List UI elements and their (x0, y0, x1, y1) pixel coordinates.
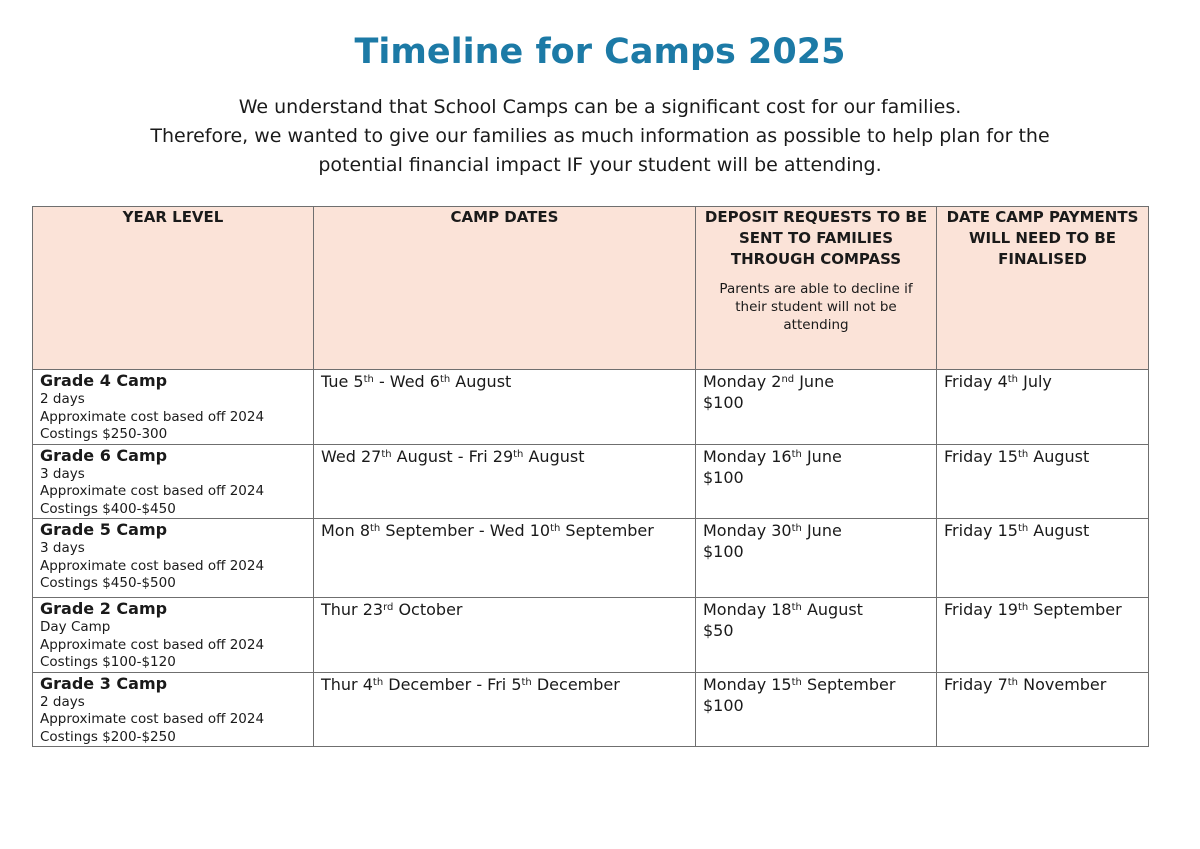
final-payment-date: Friday 15th August (944, 521, 1090, 540)
intro-paragraph (0, 93, 1200, 180)
ordinal-suffix: th (1017, 448, 1029, 460)
camp-approx-note: Approximate cost based off 2024 (40, 483, 265, 499)
ordinal-suffix: th (513, 448, 524, 460)
camp-name: Grade 4 Camp (40, 371, 168, 390)
camp-duration: 3 days (40, 540, 85, 556)
intro-line: We understand that School Camps can be a significant cost for our families. (238, 96, 962, 118)
camp-name: Grade 6 Camp (40, 445, 168, 465)
deposit-date: Monday 15th September (703, 674, 896, 694)
ordinal-suffix: th (1007, 374, 1019, 385)
ordinal-suffix: th (521, 676, 532, 688)
deposit-amount: $100 (703, 393, 744, 412)
camp-duration: 2 days (40, 391, 85, 407)
camp-approx-note: Approximate cost based off 2024 (40, 408, 265, 425)
camp-approx-note: Approximate cost based off 2024 (40, 557, 265, 574)
ordinal-suffix: th (439, 374, 451, 385)
camp-approx-note: Approximate cost based off 2024 (40, 636, 265, 653)
cell-year-level (33, 672, 314, 747)
camp-date-text: Mon 8th September - Wed 10th September (321, 521, 654, 540)
camp-name: Grade 2 Camp (40, 599, 168, 618)
table-row (33, 370, 1149, 445)
final-payment-date: Friday 15th August (944, 446, 1090, 466)
cell-final-payment (937, 598, 1149, 673)
ordinal-suffix: th (372, 676, 384, 688)
ordinal-suffix: th (791, 676, 802, 688)
cell-camp-dates (314, 444, 696, 519)
header-deposit-title: DEPOSIT REQUESTS TO BE SENT TO FAMILIES THROUGH COMPASS (704, 208, 928, 268)
table-row (33, 444, 1149, 519)
final-payment-date: Friday 19th September (944, 600, 1122, 619)
final-payment-date: Friday 7th November (944, 674, 1107, 694)
cell-final-payment (937, 519, 1149, 598)
camp-approx-note: Approximate cost based off 2024 (40, 711, 265, 727)
ordinal-suffix: th (370, 523, 381, 534)
cell-year-level (33, 444, 314, 519)
cell-year-level (33, 519, 314, 598)
ordinal-suffix: th (791, 523, 802, 534)
cell-final-payment (937, 444, 1149, 519)
deposit-amount: $100 (703, 542, 744, 561)
deposit-date: Monday 30th June (703, 521, 842, 540)
camp-duration: 2 days (40, 693, 85, 710)
ordinal-suffix: th (550, 523, 561, 534)
cell-camp-dates (314, 672, 696, 747)
deposit-amount: $100 (703, 695, 744, 715)
camp-costing: Costings $100-$120 (40, 654, 176, 670)
camp-costing: Costings $450-$500 (40, 575, 176, 591)
ordinal-suffix: th (791, 602, 802, 613)
header-payments-finalised: DATE CAMP PAYMENTS WILL NEED TO BE FINALISED (937, 207, 1149, 370)
camp-date-text: Wed 27th August - Fri 29th August (321, 446, 585, 466)
cell-camp-dates (314, 370, 696, 445)
header-deposit-note: Parents are able to decline if their student will not be attending (719, 281, 913, 333)
page-title: Timeline for Camps 2025 (354, 32, 846, 72)
cell-deposit (696, 370, 937, 445)
intro-line: Therefore, we wanted to give our families as much information as possible to help plan for the (150, 125, 1050, 147)
camps-timeline-table (32, 206, 1149, 747)
ordinal-suffix: th (1007, 676, 1019, 688)
cell-deposit (696, 598, 937, 673)
header-year-level: YEAR LEVEL (33, 207, 314, 370)
ordinal-suffix: th (1017, 523, 1029, 534)
cell-deposit (696, 672, 937, 747)
cell-final-payment (937, 672, 1149, 747)
cell-camp-dates (314, 598, 696, 673)
camp-date-text: Tue 5th - Wed 6th August (321, 372, 512, 391)
final-payment-date: Friday 4th July (944, 372, 1052, 391)
cell-final-payment (937, 370, 1149, 445)
deposit-date: Monday 2nd June (703, 372, 835, 391)
table-row (33, 672, 1149, 747)
table-row (33, 519, 1149, 598)
ordinal-suffix: th (1017, 602, 1029, 613)
ordinal-suffix: nd (781, 374, 795, 385)
ordinal-suffix: th (381, 448, 392, 460)
header-deposit-requests (696, 207, 937, 370)
cell-deposit (696, 444, 937, 519)
camp-date-text: Thur 4th December - Fri 5th December (321, 674, 620, 694)
deposit-amount: $100 (703, 467, 744, 487)
table-header-row (33, 207, 1149, 370)
header-camp-dates: CAMP DATES (314, 207, 696, 370)
deposit-amount: $50 (703, 621, 734, 640)
camp-costing: Costings $200-$250 (40, 728, 176, 745)
camp-name: Grade 5 Camp (40, 520, 168, 539)
camp-name: Grade 3 Camp (40, 673, 168, 693)
table-row (33, 598, 1149, 673)
deposit-date: Monday 16th June (703, 446, 842, 466)
cell-year-level (33, 598, 314, 673)
camp-costing: Costings $400-$450 (40, 500, 176, 517)
cell-camp-dates (314, 519, 696, 598)
camp-duration: 3 days (40, 465, 85, 482)
ordinal-suffix: th (791, 448, 802, 460)
camp-duration: Day Camp (40, 619, 111, 635)
deposit-date: Monday 18th August (703, 600, 863, 619)
table-body (33, 370, 1149, 747)
camp-date-text: Thur 23rd October (321, 600, 463, 619)
ordinal-suffix: rd (383, 602, 394, 613)
camp-costing: Costings $250-300 (40, 426, 168, 442)
cell-deposit (696, 519, 937, 598)
cell-year-level (33, 370, 314, 445)
ordinal-suffix: th (363, 374, 374, 385)
intro-line: potential financial impact IF your student will be attending. (318, 154, 882, 176)
